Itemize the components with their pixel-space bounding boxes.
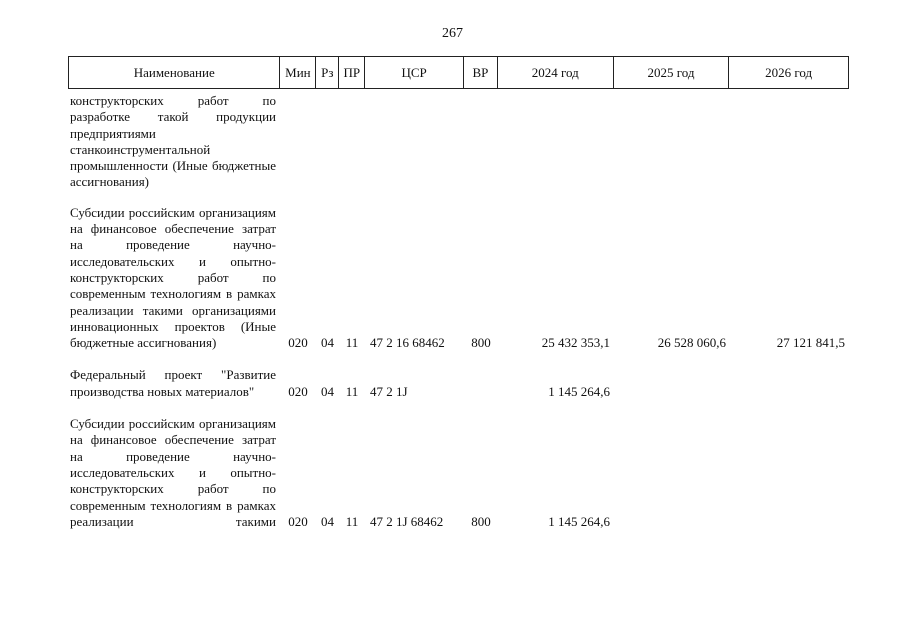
row-min: 020	[288, 513, 308, 529]
header-rz: Рз	[316, 57, 339, 88]
header-pr: ПР	[339, 57, 365, 88]
row-2026: 27 121 841,5	[776, 335, 845, 351]
row-pr: 11	[345, 335, 359, 351]
row-csr: 47 2 1J	[370, 383, 408, 399]
table-header	[68, 56, 849, 89]
row-min: 020	[288, 335, 308, 351]
table-row	[68, 416, 849, 530]
row-2024: 1 145 264,6	[548, 513, 610, 529]
header-csr: ЦСР	[365, 57, 464, 88]
row-rz: 04	[321, 383, 334, 399]
row-csr: 47 2 16 68462	[370, 335, 445, 351]
row-name: Федеральный проект "Развитие производства новых материалов"	[70, 367, 276, 399]
row-vr: 800	[471, 513, 491, 529]
table-row	[68, 205, 849, 352]
header-min: Мин	[280, 57, 316, 88]
row-name: конструкторских работ по разработке такой продукции предприятиями станкоинструментальной промышленности (Иные бюджетные ассигнования)	[70, 93, 276, 190]
table-body	[68, 93, 849, 546]
page-number: 267	[442, 26, 463, 41]
row-csr: 47 2 1J 68462	[370, 513, 444, 529]
row-2024: 25 432 353,1	[541, 335, 610, 351]
row-vr: 800	[471, 335, 491, 351]
row-2024: 1 145 264,6	[548, 383, 610, 399]
header-vr: ВР	[464, 57, 498, 88]
row-name: Субсидии российским организациям на финансовое обеспечение затрат на проведение научно-исследовательских и опытно-конструкторских работ по современным технологиям в рамках реализации такими организациями инновационных проектов (Иные бюджетные ассигнования)	[70, 204, 276, 351]
row-2025: 26 528 060,6	[657, 335, 726, 351]
row-pr: 11	[345, 383, 359, 399]
row-rz: 04	[321, 513, 334, 529]
row-pr: 11	[345, 513, 359, 529]
header-2024: 2024 год	[498, 57, 614, 88]
table-row	[68, 367, 849, 400]
header-2025: 2025 год	[614, 57, 730, 88]
row-name: Субсидии российским организациям на финансовое обеспечение затрат на проведение научно-исследовательских и опытно-конструкторских работ по современным технологиям в рамках реализации такими	[70, 416, 276, 529]
header-name: Наименование	[69, 57, 280, 88]
header-2026: 2026 год	[765, 64, 813, 80]
table-row	[68, 93, 849, 191]
row-rz: 04	[321, 335, 334, 351]
row-min: 020	[288, 383, 308, 399]
